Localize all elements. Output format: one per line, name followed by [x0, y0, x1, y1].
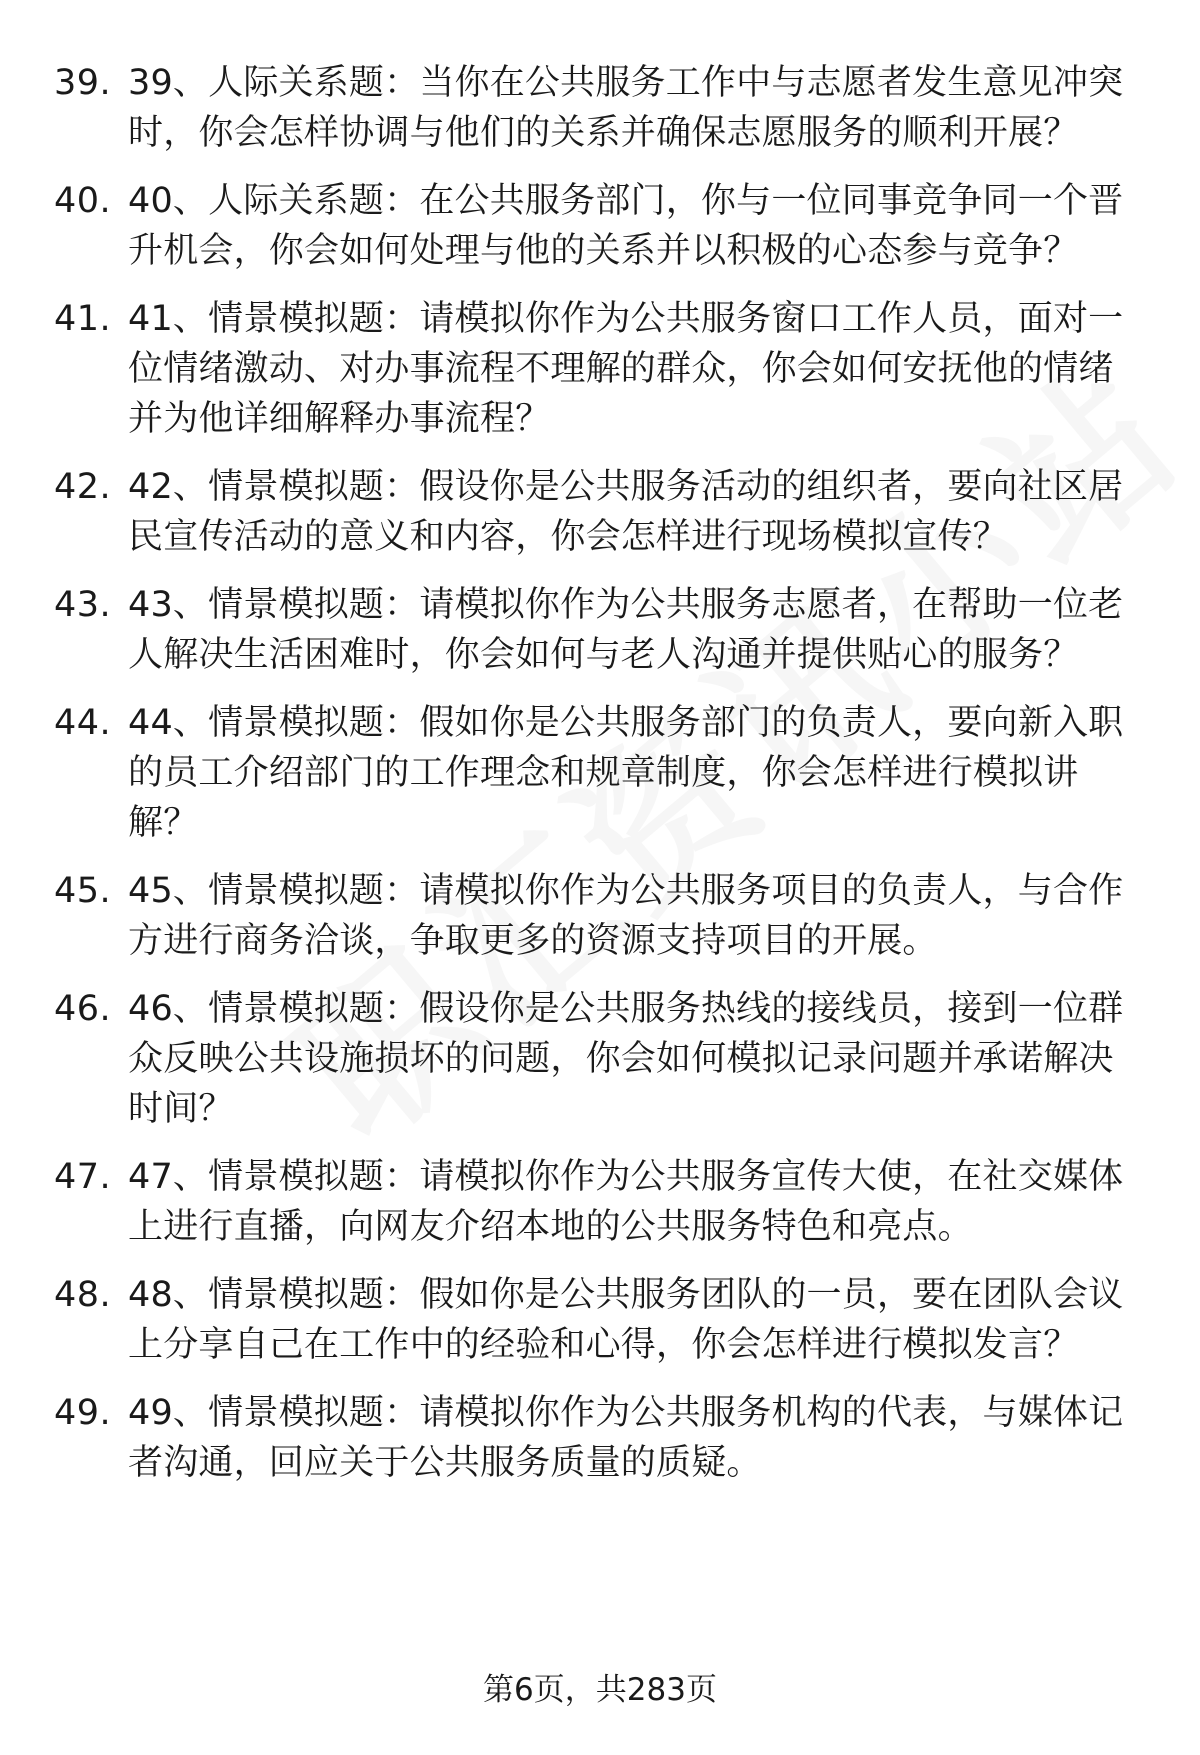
question-text: 48、情景模拟题：假如你是公共服务团队的一员，要在团队会议上分享自己在工作中的经验和心得，你会怎样进行模拟发言？	[128, 1275, 1124, 1365]
question-text: 42、情景模拟题：假设你是公共服务活动的组织者，要向社区居民宣传活动的意义和内容，你会怎样进行现场模拟宣传？	[128, 467, 1124, 557]
question-text: 39、人际关系题：当你在公共服务工作中与志愿者发生意见冲突时，你会怎样协调与他们的关系并确保志愿服务的顺利开展？	[128, 63, 1124, 153]
question-text: 47、情景模拟题：请模拟你作为公共服务宣传大使，在社交媒体上进行直播，向网友介绍本地的公共服务特色和亮点。	[128, 1157, 1124, 1247]
question-text: 40、人际关系题：在公共服务部门，你与一位同事竞争同一个晋升机会，你会如何处理与他的关系并以积极的心态参与竞争？	[128, 181, 1124, 271]
question-text: 46、情景模拟题：假设你是公共服务热线的接线员，接到一位群众反映公共设施损坏的问题，你会如何模拟记录问题并承诺解决时间？	[128, 989, 1124, 1129]
question-text: 41、情景模拟题：请模拟你作为公共服务窗口工作人员，面对一位情绪激动、对办事流程不理解的群众，你会如何安抚他的情绪并为他详细解释办事流程？	[128, 299, 1124, 439]
question-number: 43.	[54, 585, 112, 625]
question-number: 39.	[54, 63, 112, 103]
question-text: 43、情景模拟题：请模拟你作为公共服务志愿者，在帮助一位老人解决生活困难时，你会如何与老人沟通并提供贴心的服务？	[128, 585, 1124, 675]
question-number: 48.	[54, 1275, 112, 1315]
question-number: 47.	[54, 1157, 112, 1197]
page-number-footer: 第6页，共283页	[483, 1672, 717, 1708]
question-number: 42.	[54, 467, 112, 507]
question-number: 49.	[54, 1393, 112, 1433]
question-number: 45.	[54, 871, 112, 911]
question-number: 44.	[54, 703, 112, 743]
question-number: 41.	[54, 299, 112, 339]
question-number: 46.	[54, 989, 112, 1029]
question-number: 40.	[54, 181, 112, 221]
question-text: 49、情景模拟题：请模拟你作为公共服务机构的代表，与媒体记者沟通，回应关于公共服务质量的质疑。	[128, 1393, 1124, 1483]
question-text: 44、情景模拟题：假如你是公共服务部门的负责人，要向新入职的员工介绍部门的工作理念和规章制度，你会怎样进行模拟讲解？	[128, 703, 1124, 843]
question-text: 45、情景模拟题：请模拟你作为公共服务项目的负责人，与合作方进行商务洽谈，争取更多的资源支持项目的开展。	[128, 871, 1124, 961]
